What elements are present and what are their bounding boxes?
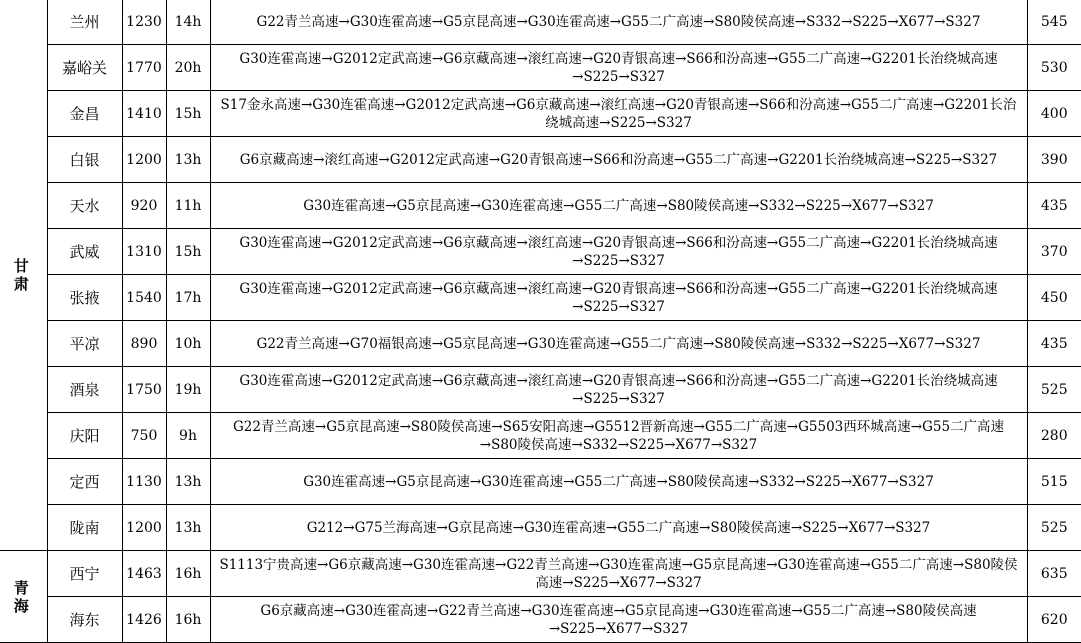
route-cell: S17金永高速→G30连霍高速→G2012定武高速→G6京藏高速→滚红高速→G20青银高速→S66和汾高速→G55二广高速→G2201长治绕城高速→S225→S327 bbox=[210, 91, 1027, 137]
route-cell: G22青兰高速→G70福银高速→G5京昆高速→G30连霍高速→G55二广高速→S80陵侯高速→S332→S225→X677→S327 bbox=[210, 321, 1027, 367]
city-cell: 金昌 bbox=[47, 91, 122, 137]
price-cell: 280 bbox=[1027, 413, 1081, 459]
table-row bbox=[0, 183, 1081, 229]
table-row bbox=[0, 321, 1081, 367]
city-cell: 平凉 bbox=[47, 321, 122, 367]
distance-cell: 1200 bbox=[122, 137, 166, 183]
price-cell: 530 bbox=[1027, 45, 1081, 91]
table-row bbox=[0, 597, 1081, 643]
price-cell: 435 bbox=[1027, 183, 1081, 229]
price-cell: 545 bbox=[1027, 0, 1081, 45]
distance-cell: 920 bbox=[122, 183, 166, 229]
route-cell: G30连霍高速→G2012定武高速→G6京藏高速→滚红高速→G20青银高速→S66和汾高速→G55二广高速→G2201长治绕城高速→S225→S327 bbox=[210, 45, 1027, 91]
table-row bbox=[0, 275, 1081, 321]
table-row bbox=[0, 551, 1081, 597]
city-cell: 庆阳 bbox=[47, 413, 122, 459]
distance-cell: 1410 bbox=[122, 91, 166, 137]
time-cell: 16h bbox=[166, 551, 210, 597]
distance-cell: 1540 bbox=[122, 275, 166, 321]
city-cell: 陇南 bbox=[47, 505, 122, 551]
distance-cell: 1463 bbox=[122, 551, 166, 597]
distance-cell: 1770 bbox=[122, 45, 166, 91]
time-cell: 9h bbox=[166, 413, 210, 459]
distance-cell: 1130 bbox=[122, 459, 166, 505]
time-cell: 17h bbox=[166, 275, 210, 321]
table-row bbox=[0, 459, 1081, 505]
city-cell: 西宁 bbox=[47, 551, 122, 597]
city-cell: 张掖 bbox=[47, 275, 122, 321]
table-row bbox=[0, 505, 1081, 551]
route-cell: G30连霍高速→G2012定武高速→G6京藏高速→滚红高速→G20青银高速→S66和汾高速→G55二广高速→G2201长治绕城高速→S225→S327 bbox=[210, 367, 1027, 413]
table-row bbox=[0, 413, 1081, 459]
route-cell: G30连霍高速→G5京昆高速→G30连霍高速→G55二广高速→S80陵侯高速→S332→S225→X677→S327 bbox=[210, 183, 1027, 229]
route-cell: G6京藏高速→G30连霍高速→G22青兰高速→G30连霍高速→G5京昆高速→G30连霍高速→G55二广高速→S80陵侯高速→S225→X677→S327 bbox=[210, 597, 1027, 643]
province-cell: 青 海 bbox=[0, 551, 47, 643]
price-cell: 435 bbox=[1027, 321, 1081, 367]
city-cell: 兰州 bbox=[47, 0, 122, 45]
time-cell: 13h bbox=[166, 505, 210, 551]
distance-cell: 1750 bbox=[122, 367, 166, 413]
time-cell: 11h bbox=[166, 183, 210, 229]
city-cell: 酒泉 bbox=[47, 367, 122, 413]
time-cell: 15h bbox=[166, 91, 210, 137]
price-cell: 400 bbox=[1027, 91, 1081, 137]
price-cell: 525 bbox=[1027, 505, 1081, 551]
route-cell: S1113宁贵高速→G6京藏高速→G30连霍高速→G22青兰高速→G30连霍高速→G5京昆高速→G30连霍高速→G55二广高速→S80陵侯高速→S225→X677→S327 bbox=[210, 551, 1027, 597]
time-cell: 10h bbox=[166, 321, 210, 367]
route-cell: G22青兰高速→G5京昆高速→S80陵侯高速→S65安阳高速→G5512晋新高速→G55二广高速→G5503西环城高速→G55二广高速→S80陵侯高速→S332→S225→X677→S327 bbox=[210, 413, 1027, 459]
distance-cell: 1230 bbox=[122, 0, 166, 45]
time-cell: 13h bbox=[166, 459, 210, 505]
time-cell: 13h bbox=[166, 137, 210, 183]
time-cell: 19h bbox=[166, 367, 210, 413]
price-cell: 635 bbox=[1027, 551, 1081, 597]
city-cell: 定西 bbox=[47, 459, 122, 505]
city-cell: 白银 bbox=[47, 137, 122, 183]
route-cell: G30连霍高速→G2012定武高速→G6京藏高速→滚红高速→G20青银高速→S66和汾高速→G55二广高速→G2201长治绕城高速→S225→S327 bbox=[210, 229, 1027, 275]
price-cell: 525 bbox=[1027, 367, 1081, 413]
province-cell: 甘 肃 bbox=[0, 0, 47, 551]
route-cell: G22青兰高速→G30连霍高速→G5京昆高速→G30连霍高速→G55二广高速→S80陵侯高速→S332→S225→X677→S327 bbox=[210, 0, 1027, 45]
route-cell: G30连霍高速→G5京昆高速→G30连霍高速→G55二广高速→S80陵侯高速→S332→S225→X677→S327 bbox=[210, 459, 1027, 505]
table-row bbox=[0, 367, 1081, 413]
city-cell: 武威 bbox=[47, 229, 122, 275]
price-cell: 620 bbox=[1027, 597, 1081, 643]
table-row bbox=[0, 45, 1081, 91]
price-cell: 370 bbox=[1027, 229, 1081, 275]
time-cell: 16h bbox=[166, 597, 210, 643]
price-cell: 515 bbox=[1027, 459, 1081, 505]
table-row bbox=[0, 0, 1081, 45]
table-row bbox=[0, 137, 1081, 183]
table-row bbox=[0, 229, 1081, 275]
route-cell: G30连霍高速→G2012定武高速→G6京藏高速→滚红高速→G20青银高速→S66和汾高速→G55二广高速→G2201长治绕城高速→S225→S327 bbox=[210, 275, 1027, 321]
time-cell: 15h bbox=[166, 229, 210, 275]
distance-cell: 750 bbox=[122, 413, 166, 459]
distance-cell: 1310 bbox=[122, 229, 166, 275]
city-cell: 海东 bbox=[47, 597, 122, 643]
city-cell: 天水 bbox=[47, 183, 122, 229]
time-cell: 14h bbox=[166, 0, 210, 45]
distance-cell: 890 bbox=[122, 321, 166, 367]
price-cell: 450 bbox=[1027, 275, 1081, 321]
time-cell: 20h bbox=[166, 45, 210, 91]
route-cell: G212→G75兰海高速→G京昆高速→G30连霍高速→G55二广高速→S80陵侯高速→S225→X677→S327 bbox=[210, 505, 1027, 551]
table-row bbox=[0, 91, 1081, 137]
distance-cell: 1426 bbox=[122, 597, 166, 643]
route-cell: G6京藏高速→滚红高速→G2012定武高速→G20青银高速→S66和汾高速→G55二广高速→G2201长治绕城高速→S225→S327 bbox=[210, 137, 1027, 183]
city-cell: 嘉峪关 bbox=[47, 45, 122, 91]
price-cell: 390 bbox=[1027, 137, 1081, 183]
distance-cell: 1200 bbox=[122, 505, 166, 551]
